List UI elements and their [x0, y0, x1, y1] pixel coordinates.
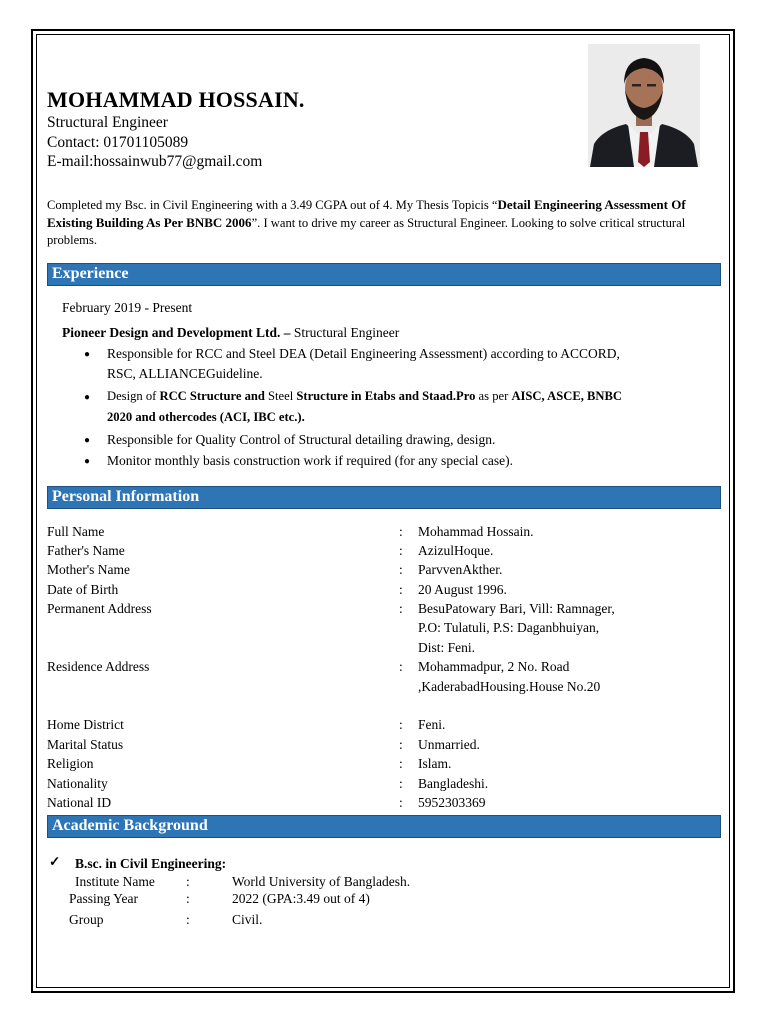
- summary-text-end: ”. I want to drive my career as Structural Engineer. Looking to solve critical structural problems.: [47, 216, 686, 247]
- separator: :: [399, 756, 403, 771]
- value-passing-year: 2022 (GPA:3.49 out of 4): [232, 891, 370, 906]
- separator: :: [186, 874, 190, 889]
- contact-phone: Contact: 01701105089: [47, 134, 189, 151]
- separator: :: [399, 543, 403, 558]
- value-nationality: Bangladeshi.: [418, 776, 489, 791]
- value-residence-address-line1: Mohammadpur, 2 No. Road: [418, 659, 570, 674]
- candidate-name: MOHAMMAD HOSSAIN.: [47, 87, 305, 112]
- value-mother-name: ParvvenAkther.: [418, 562, 503, 577]
- separator: :: [399, 562, 403, 577]
- experience-bullet-3: Responsible for Quality Control of Structural detailing drawing, design.: [107, 432, 496, 447]
- contact-email: E-mail:hossainwub77@gmail.com: [47, 153, 263, 170]
- value-father-name: AzizulHoque.: [418, 543, 494, 558]
- profile-photo-figure: [588, 44, 700, 167]
- value-permanent-address-line3: Dist: Feni.: [418, 640, 476, 655]
- experience-bullet-4: Monitor monthly basis construction work if required (for any special case).: [107, 453, 514, 468]
- separator: :: [399, 601, 403, 616]
- value-residence-address-line2: ,KaderabadHousing.House No.20: [418, 679, 601, 694]
- label-residence-address: Residence Address: [47, 659, 150, 674]
- label-nationality: Nationality: [47, 776, 108, 791]
- thesis-title: Detail Engineering Assessment Of Existing Building As Per BNBC 2006: [47, 197, 686, 230]
- bullet-icon: ●: [84, 456, 91, 467]
- experience-bullet-2: Design of RCC Structure and Steel Structure in Etabs and Staad.Pro as per AISC, ASCE, BNBC: [107, 389, 623, 403]
- bullet-icon: ●: [84, 392, 91, 403]
- separator: :: [399, 659, 403, 674]
- separator: :: [399, 776, 403, 791]
- value-group: Civil.: [232, 912, 263, 927]
- label-religion: Religion: [47, 756, 94, 771]
- check-icon: ✓: [49, 854, 61, 869]
- label-group: Group: [69, 912, 104, 927]
- value-full-name: Mohammad Hossain.: [418, 524, 534, 539]
- separator: :: [399, 582, 403, 597]
- degree-title: B.sc. in Civil Engineering:: [75, 856, 227, 871]
- label-date-of-birth: Date of Birth: [47, 582, 119, 597]
- page-border-inner: [36, 34, 730, 988]
- value-home-district: Feni.: [418, 717, 446, 732]
- separator: :: [186, 891, 190, 906]
- separator: :: [399, 795, 403, 810]
- bullet-icon: ●: [84, 349, 91, 360]
- label-permanent-address: Permanent Address: [47, 601, 152, 616]
- profile-photo: [588, 44, 700, 167]
- separator: :: [399, 524, 403, 539]
- value-permanent-address-line2: P.O: Tulatuli, P.S: Daganbhuiyan,: [418, 620, 600, 635]
- label-full-name: Full Name: [47, 524, 105, 539]
- section-header-academic-background: Academic Background: [47, 815, 721, 838]
- separator: :: [399, 717, 403, 732]
- label-mother-name: Mother's Name: [47, 562, 131, 577]
- bullet-icon: ●: [84, 435, 91, 446]
- value-religion: Islam.: [418, 756, 452, 771]
- section-header-experience: Experience: [47, 263, 721, 286]
- section-header-personal-information: Personal Information: [47, 486, 721, 509]
- value-institute-name: World University of Bangladesh.: [232, 874, 411, 889]
- experience-period: February 2019 - Present: [62, 300, 193, 315]
- professional-summary: [47, 196, 712, 249]
- label-marital-status: Marital Status: [47, 737, 124, 752]
- separator: :: [186, 912, 190, 927]
- label-institute-name: Institute Name: [75, 874, 155, 889]
- separator: :: [399, 737, 403, 752]
- label-national-id: National ID: [47, 795, 112, 810]
- company-name: Pioneer Design and Development Ltd. –: [62, 325, 291, 340]
- company-role: Structural Engineer: [290, 325, 400, 340]
- value-permanent-address-line1: BesuPatowary Bari, Vill: Ramnager,: [418, 601, 615, 616]
- label-father-name: Father's Name: [47, 543, 125, 558]
- job-title: Structural Engineer: [47, 114, 168, 131]
- value-date-of-birth: 20 August 1996.: [418, 582, 507, 597]
- label-passing-year: Passing Year: [69, 891, 139, 906]
- experience-bullet-2-cont: 2020 and othercodes (ACI, IBC etc.).: [107, 410, 305, 424]
- experience-bullet-1-cont: RSC, ALLIANCEGuideline.: [107, 366, 263, 381]
- value-national-id: 5952303369: [418, 795, 486, 810]
- experience-bullet-1: Responsible for RCC and Steel DEA (Detail Engineering Assessment) according to ACCORD,: [107, 346, 620, 361]
- experience-company-line: [62, 325, 399, 341]
- summary-text: Completed my Bsc. in Civil Engineering with a 3.49 CGPA out of 4. My Thesis Topicis “: [47, 198, 498, 212]
- label-home-district: Home District: [47, 717, 124, 732]
- value-marital-status: Unmarried.: [418, 737, 480, 752]
